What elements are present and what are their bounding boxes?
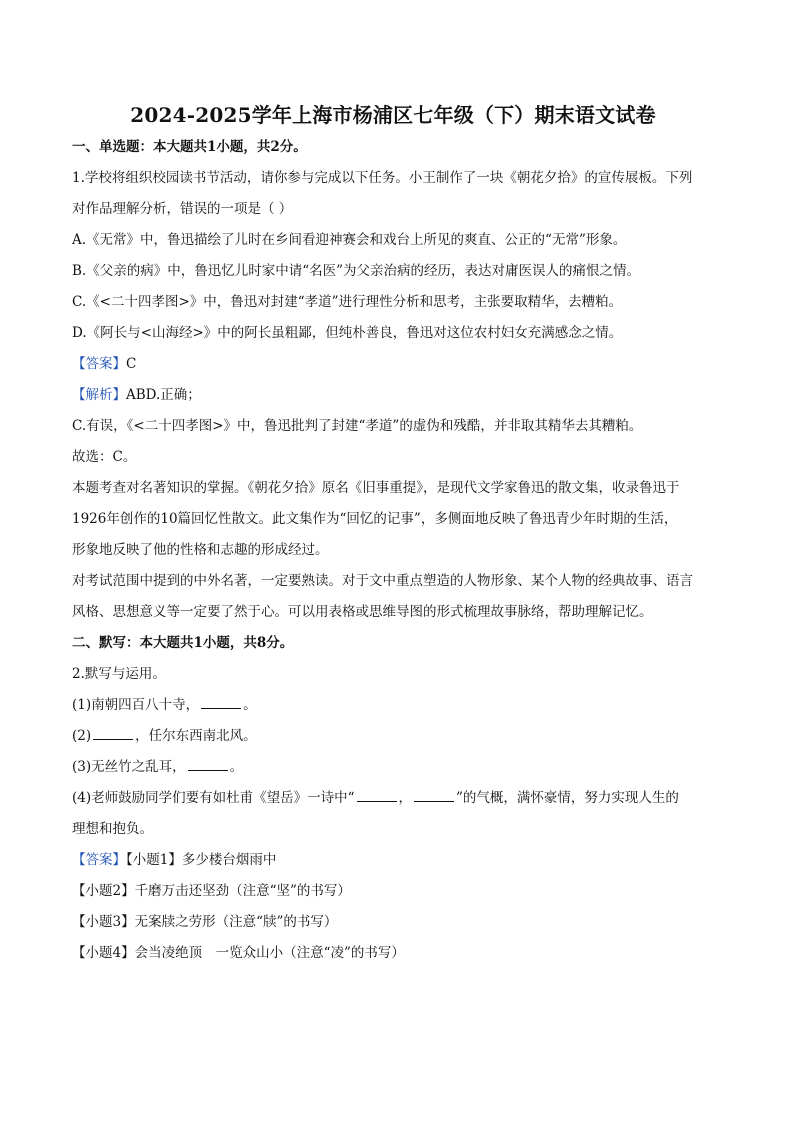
q2-item1-text: (1)南朝四百八十寺， bbox=[72, 697, 200, 713]
page-title: 2024-2025学年上海市杨浦区七年级（下）期末语文试卷 bbox=[130, 103, 656, 127]
q1-option-b: B.《父亲的病》中，鲁迅忆儿时家中请“名医”为父亲治病的经历，表达对庸医误人的痛恨之情。 bbox=[72, 263, 641, 279]
q1-paragraph2-line2: 风格、思想意义等一定要了然于心。可以用表格或思维导图的形式梳理故事脉络，帮助理解记忆。 bbox=[72, 604, 653, 620]
q1-paragraph2-line1: 对考试范围中提到的中外名著，一定要熟读。对于文中重点塑造的人物形象、某个人物的经典故事、语言 bbox=[72, 573, 693, 589]
q1-option-c: C.《<二十四孝图>》中，鲁迅对封建“孝道”进行理性分析和思考，主张要取精华，去糟粕。 bbox=[72, 294, 623, 310]
q2-item4 bbox=[72, 783, 714, 814]
q2-item3-text: (3)无丝竹之乱耳， bbox=[72, 759, 186, 775]
q2-item4-line2: 理想和抱负。 bbox=[72, 821, 153, 837]
q2-answer2: 【小题2】千磨万击还坚劲（注意“坚”的书写） bbox=[72, 883, 351, 899]
answer-tag: 【答案】 bbox=[72, 356, 126, 372]
q2-item4-text: (4)老师鼓励同学们要有如杜甫《望岳》一诗中“ bbox=[72, 790, 355, 806]
q1-text-line2: 对作品理解分析，错误的一项是（ ） bbox=[72, 201, 293, 217]
q1-paragraph1-line2: 1926年创作的10篇回忆性散文。此文集作为“回忆的记事”，多侧面地反映了鲁迅青少年时期的生活， bbox=[72, 511, 678, 527]
fill-blank bbox=[93, 727, 133, 740]
fill-blank bbox=[201, 696, 241, 709]
q1-paragraph1-line3: 形象地反映了他的性格和志趣的形成经过。 bbox=[72, 542, 329, 558]
q2-item3-end: 。 bbox=[229, 759, 244, 775]
q1-analysis-line3: 故选：C。 bbox=[72, 449, 137, 465]
q2-item4-text-end: ”的气概，满怀豪情，努力实现人生的 bbox=[456, 790, 679, 806]
q2-item2-number: (2) bbox=[72, 728, 92, 744]
q1-analysis-line2: C.有误，《<二十四孝图>》中，鲁迅批判了封建“孝道”的虚伪和残酷，并非取其精华去其糟粕。 bbox=[72, 418, 643, 434]
q2-text: 2.默写与运用。 bbox=[72, 666, 166, 682]
q1-option-a: A.《无常》中，鲁迅描绘了儿时在乡间看迎神赛会和戏台上所见的爽直、公正的“无常”形象。 bbox=[72, 232, 627, 248]
q1-paragraph1-line1: 本题考查对名著知识的掌握。《朝花夕拾》原名《旧事重提》，是现代文学家鲁迅的散文集，收录鲁迅于 bbox=[72, 480, 680, 496]
q1-option-d: D.《阿长与<山海经>》中的阿长虽粗鄙，但纯朴善良，鲁迅对这位农村妇女充满感念之情。 bbox=[72, 325, 623, 341]
q1-answer bbox=[72, 349, 714, 380]
q1-answer-value: C bbox=[126, 356, 137, 372]
section2-heading: 二、默写：本大题共1小题，共8分。 bbox=[72, 635, 294, 651]
q2-item2-text: ，任尔东西南北风。 bbox=[135, 728, 257, 744]
analysis-tag: 【解析】 bbox=[72, 387, 126, 403]
q2-item1 bbox=[72, 690, 714, 721]
answer-tag: 【答案】 bbox=[72, 852, 126, 868]
q2-answer3: 【小题3】无案牍之劳形（注意“牍”的书写） bbox=[72, 914, 338, 930]
q2-item1-end: 。 bbox=[243, 697, 257, 713]
q1-text-line1: 1.学校将组织校园读书节活动，请你参与完成以下任务。小王制作了一块《朝花夕拾》的宣传展板。下列 bbox=[72, 170, 693, 186]
q2-item2 bbox=[72, 721, 714, 752]
q2-item4-comma: ， bbox=[398, 790, 413, 806]
fill-blank bbox=[188, 758, 228, 771]
q1-analysis-line1: ABD.正确； bbox=[126, 387, 201, 403]
section1-heading: 一、单选题：本大题共1小题，共2分。 bbox=[72, 139, 307, 155]
fill-blank bbox=[357, 789, 397, 802]
q2-answer bbox=[72, 845, 714, 876]
q1-analysis bbox=[72, 380, 714, 411]
fill-blank bbox=[414, 789, 454, 802]
q2-answer1: 【小题1】多少楼台烟雨中 bbox=[126, 852, 277, 868]
q2-item3 bbox=[72, 752, 714, 783]
q2-answer4: 【小题4】会当凌绝顶 一览众山小（注意“凌”的书写） bbox=[72, 945, 405, 961]
